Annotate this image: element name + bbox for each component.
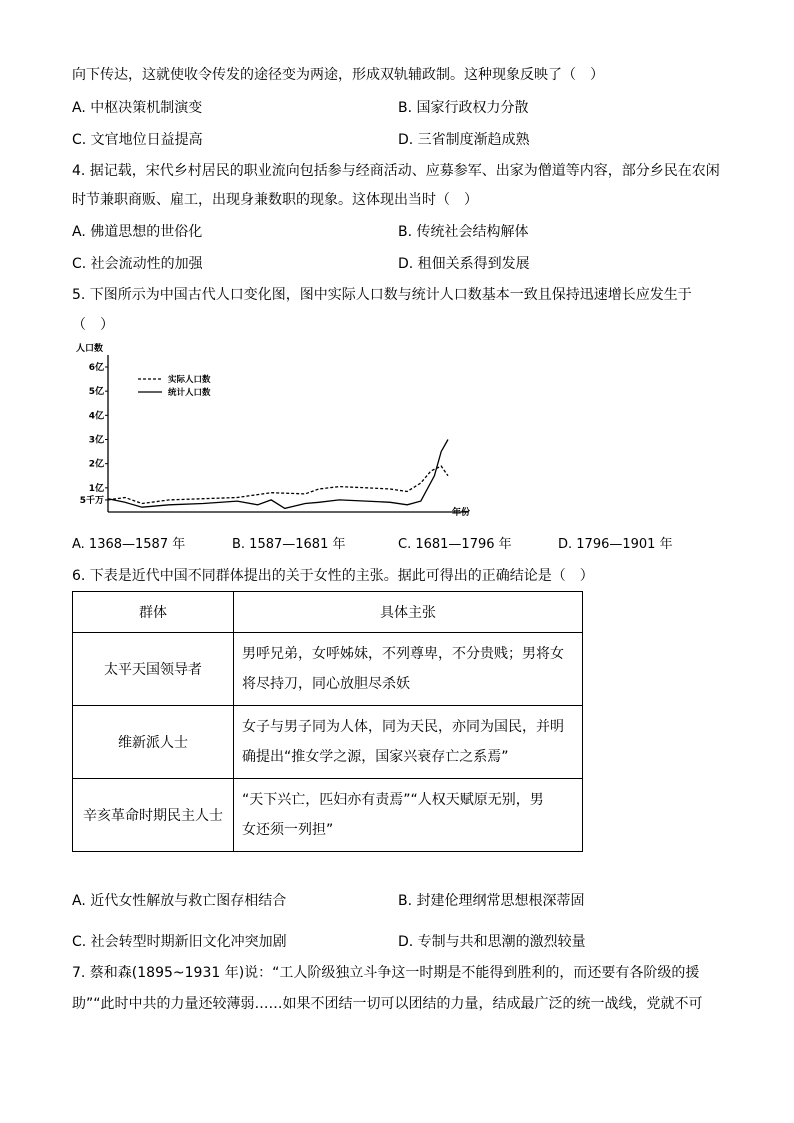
claim-line: “天下兴亡，匹妇亦有责焉”“人权天赋原无别，男: [242, 792, 544, 808]
chart-axes: [76, 342, 470, 518]
q5-option-b[interactable]: B. 1587—1681 年: [232, 537, 346, 552]
claim-line: 男呼兄弟，女呼姊妹，不列尊卑，不分贵贱；男将女: [242, 646, 564, 662]
chart-series: [108, 440, 448, 509]
y-tick-label: 3亿: [88, 435, 104, 446]
q6-option-c[interactable]: C. 社会转型时期新旧文化冲突加剧: [72, 934, 287, 950]
q6-stem: 6. 下表是近代中国不同群体提出的关于女性的主张。据此可得出的正确结论是（ ）: [72, 568, 594, 584]
q6-table: [72, 591, 583, 852]
q5-option-d[interactable]: D. 1796—1901 年: [558, 537, 673, 552]
claim-line: 女子与男子同为人体，同为天民，亦同为国民，并明: [242, 719, 564, 735]
q4-option-c[interactable]: C. 社会流动性的加强: [72, 256, 203, 272]
x-axis-label: 年份: [452, 508, 471, 518]
table-header-claim: 具体主张: [234, 592, 583, 633]
series-line-statistical: [108, 440, 448, 509]
claim-line: 确提出“推女学之源，国家兴衰存亡之系焉”: [242, 749, 509, 765]
series-line-actual: [108, 466, 448, 503]
q3-option-c[interactable]: C. 文官地位日益提高: [72, 132, 203, 148]
y-tick-label: 5千万: [79, 495, 104, 506]
claim-line: 将尽持刀，同心放胆尽杀妖: [242, 676, 410, 692]
q6-option-a[interactable]: A. 近代女性解放与救亡图存相结合: [72, 893, 287, 909]
table-cell-group: 太平天国领导者: [73, 633, 234, 706]
table-cell-claim: [234, 779, 583, 852]
table-row: [73, 633, 583, 706]
q4-stem-line2: 时节兼职商贩、雇工，出现身兼数职的现象。这体现出当时（ ）: [72, 192, 478, 208]
q4-stem-line1: 4. 据记载，宋代乡村居民的职业流向包括参与经商活动、应募参军、出家为僧道等内容，部分乡民在农闲: [72, 163, 720, 179]
q5-option-a[interactable]: A. 1368—1587 年: [72, 537, 186, 552]
q4-option-a[interactable]: A. 佛道思想的世俗化: [72, 224, 203, 240]
table-cell-claim: [234, 633, 583, 706]
chart-legend: [138, 374, 211, 398]
table-cell-claim: [234, 706, 583, 779]
q3-option-a[interactable]: A. 中枢决策机制演变: [72, 100, 203, 116]
y-tick-label: 2亿: [88, 459, 104, 470]
q6-option-d[interactable]: D. 专制与共和思潮的激烈较量: [398, 934, 586, 950]
y-tick-label: 4亿: [88, 411, 104, 422]
q7-stem-line2: 助”“此时中共的力量还较薄弱……如果不团结一切可以团结的力量，结成最广泛的统一战线，党就不可: [72, 996, 703, 1012]
q3-option-d[interactable]: D. 三省制度渐趋成熟: [398, 132, 530, 148]
table-cell-group: 维新派人士: [73, 706, 234, 779]
claim-line: 女还须一列担”: [242, 822, 334, 838]
y-tick-label: 1亿: [88, 483, 104, 494]
q3-option-b[interactable]: B. 国家行政权力分散: [398, 100, 529, 116]
y-axis-label: 人口数: [76, 344, 104, 354]
legend-entry: 实际人口数: [168, 375, 211, 385]
q5-stem-line2: （ ）: [72, 317, 114, 333]
q4-option-b[interactable]: B. 传统社会结构解体: [398, 224, 529, 240]
q4-option-d[interactable]: D. 租佃关系得到发展: [398, 256, 530, 272]
y-tick-label: 5亿: [88, 387, 104, 398]
chart-y-ticks: [80, 361, 108, 506]
table-row: [73, 706, 583, 779]
y-tick-label: 6亿: [88, 363, 104, 373]
legend-entry: 统计人口数: [168, 388, 211, 398]
table-row: [73, 779, 583, 852]
q5-option-c[interactable]: C. 1681—1796 年: [398, 537, 512, 552]
q3-stem-tail: 向下传达，这就使收令传发的途径变为两途，形成双轨辅政制。这种现象反映了（ ）: [72, 67, 604, 83]
q5-stem-line1: 5. 下图所示为中国古代人口变化图，图中实际人口数与统计人口数基本一致且保持迅速增长应发生于: [72, 287, 692, 303]
table-header-row: [73, 592, 583, 633]
table-header-group: 群体: [73, 592, 234, 633]
q6-option-b[interactable]: B. 封建伦理纲常思想根深蒂固: [398, 893, 585, 909]
q7-stem-line1: 7. 蔡和森(1895~1931 年)说：“工人阶级独立斗争这一时期是不能得到胜利的，而还要有各阶级的援: [72, 965, 700, 981]
table-cell-group: 辛亥革命时期民主人士: [73, 779, 234, 852]
population-chart: [72, 342, 472, 527]
